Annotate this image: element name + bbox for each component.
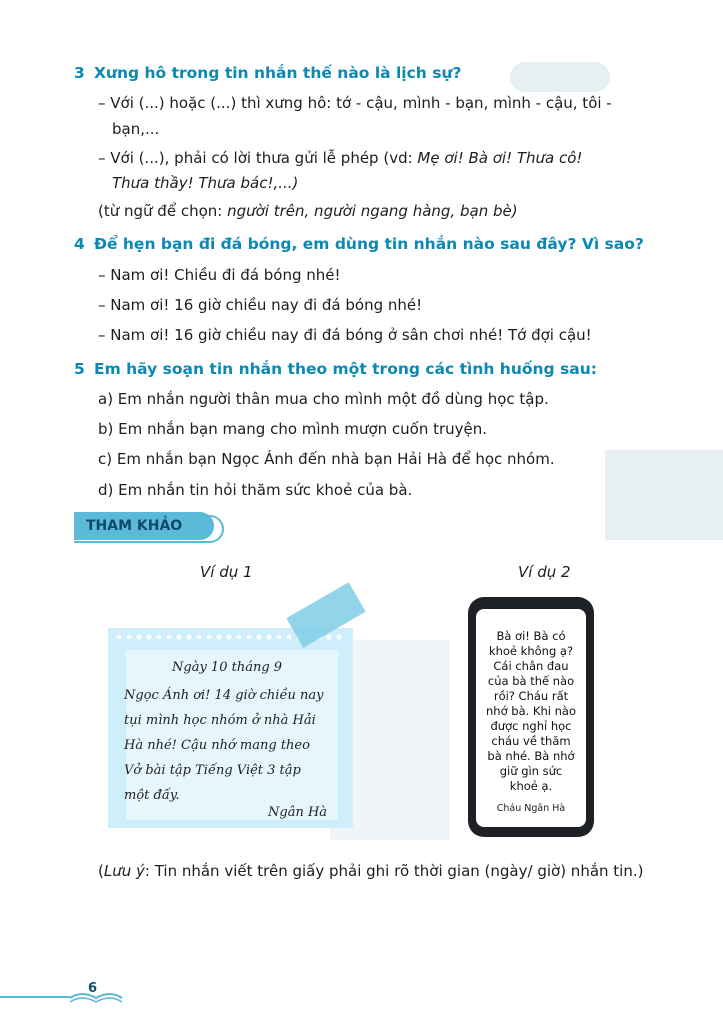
banner-label: THAM KHẢO — [86, 518, 183, 534]
q4-option-2: – Nam ơi! 16 giờ chiều nay đi đá bóng nhé! — [98, 296, 423, 314]
q5-item-c: c) Em nhắn bạn Ngọc Ánh đến nhà bạn Hải Hà để học nhóm. — [98, 450, 555, 468]
sms-message: Bà ơi! Bà có khoẻ không ạ? Cái chân đau của bà thế nào rồi? Cháu rất nhớ bà. Khi nào được nghỉ học cháu về thăm bà nhé. Bà nhớ giữ gìn sức khoẻ ạ. — [486, 629, 576, 793]
q3-line-2-text: – Với (...), phải có lời thưa gửi lễ phép (vd: — [98, 149, 418, 167]
footnote — [98, 862, 643, 880]
example-2-label: Ví dụ 2 — [518, 563, 571, 581]
question-number: 5 — [74, 360, 85, 378]
phone-notch — [508, 600, 554, 606]
q4-option-1: – Nam ơi! Chiều đi đá bóng nhé! — [98, 266, 341, 284]
note-line-4: Vở bài tập Tiếng Việt 3 tập — [124, 763, 301, 778]
footnote-label: Lưu ý — [103, 862, 145, 880]
footnote-open: ( — [98, 862, 104, 880]
sms-signature: Cháu Ngân Hà — [496, 803, 566, 814]
footnote-text: : Tin nhắn viết trên giấy phải ghi rõ thời gian (ngày/ giờ) nhắn tin.) — [144, 862, 644, 880]
note-line-5: một đấy. — [124, 788, 180, 803]
ghost-banner — [510, 62, 610, 92]
question-number: 4 — [74, 235, 85, 253]
q3-choices-words: người trên, người ngang hàng, bạn bè) — [227, 202, 518, 220]
question-5-title — [74, 360, 597, 378]
q5-item-d: d) Em nhắn tin hỏi thăm sức khoẻ của bà. — [98, 481, 413, 499]
question-3-title — [74, 64, 462, 82]
q3-line-2b: Thưa thầy! Thưa bác!,...) — [112, 174, 299, 192]
q3-line-2 — [98, 149, 582, 167]
page-number: 6 — [88, 981, 98, 996]
question-text: Em hãy soạn tin nhắn theo một trong các tình huống sau: — [94, 360, 597, 378]
question-text: Để hẹn bạn đi đá bóng, em dùng tin nhắn nào sau đây? Vì sao? — [94, 235, 644, 253]
page-number-badge — [66, 976, 126, 1006]
q3-line-1b: bạn,... — [112, 120, 160, 138]
question-4-title — [74, 235, 644, 253]
q3-word-choices — [98, 202, 518, 220]
reference-banner — [74, 512, 234, 542]
q3-line-2-example: Mẹ ơi! Bà ơi! Thưa cô! — [417, 149, 583, 167]
question-text: Xưng hô trong tin nhắn thế nào là lịch sự? — [94, 64, 462, 82]
phone-screen — [476, 609, 586, 827]
ghost-table — [605, 450, 723, 540]
note-line-2: tụi mình học nhóm ở nhà Hải — [124, 713, 316, 728]
note-line-1: Ngọc Ánh ơi! 14 giờ chiều nay — [124, 688, 324, 703]
phone — [468, 597, 594, 837]
note-signature: Ngân Hà — [268, 805, 328, 820]
note-line-3: Hà nhé! Cậu nhớ mang theo — [124, 738, 310, 753]
q4-option-3: – Nam ơi! 16 giờ chiều nay đi đá bóng ở sân chơi nhé! Tớ đợi cậu! — [98, 326, 592, 344]
q3-choices-label: (từ ngữ để chọn: — [98, 202, 228, 220]
q5-item-b: b) Em nhắn bạn mang cho mình mượn cuốn truyện. — [98, 420, 488, 438]
footer-rule — [0, 996, 70, 998]
q5-item-a: a) Em nhắn người thân mua cho mình một đồ dùng học tập. — [98, 390, 549, 408]
q3-line-1: – Với (...) hoặc (...) thì xưng hô: tớ - cậu, mình - bạn, mình - cậu, tôi - — [98, 94, 612, 112]
question-number: 3 — [74, 64, 85, 82]
example-1-label: Ví dụ 1 — [200, 563, 253, 581]
note-date: Ngày 10 tháng 9 — [172, 660, 283, 675]
